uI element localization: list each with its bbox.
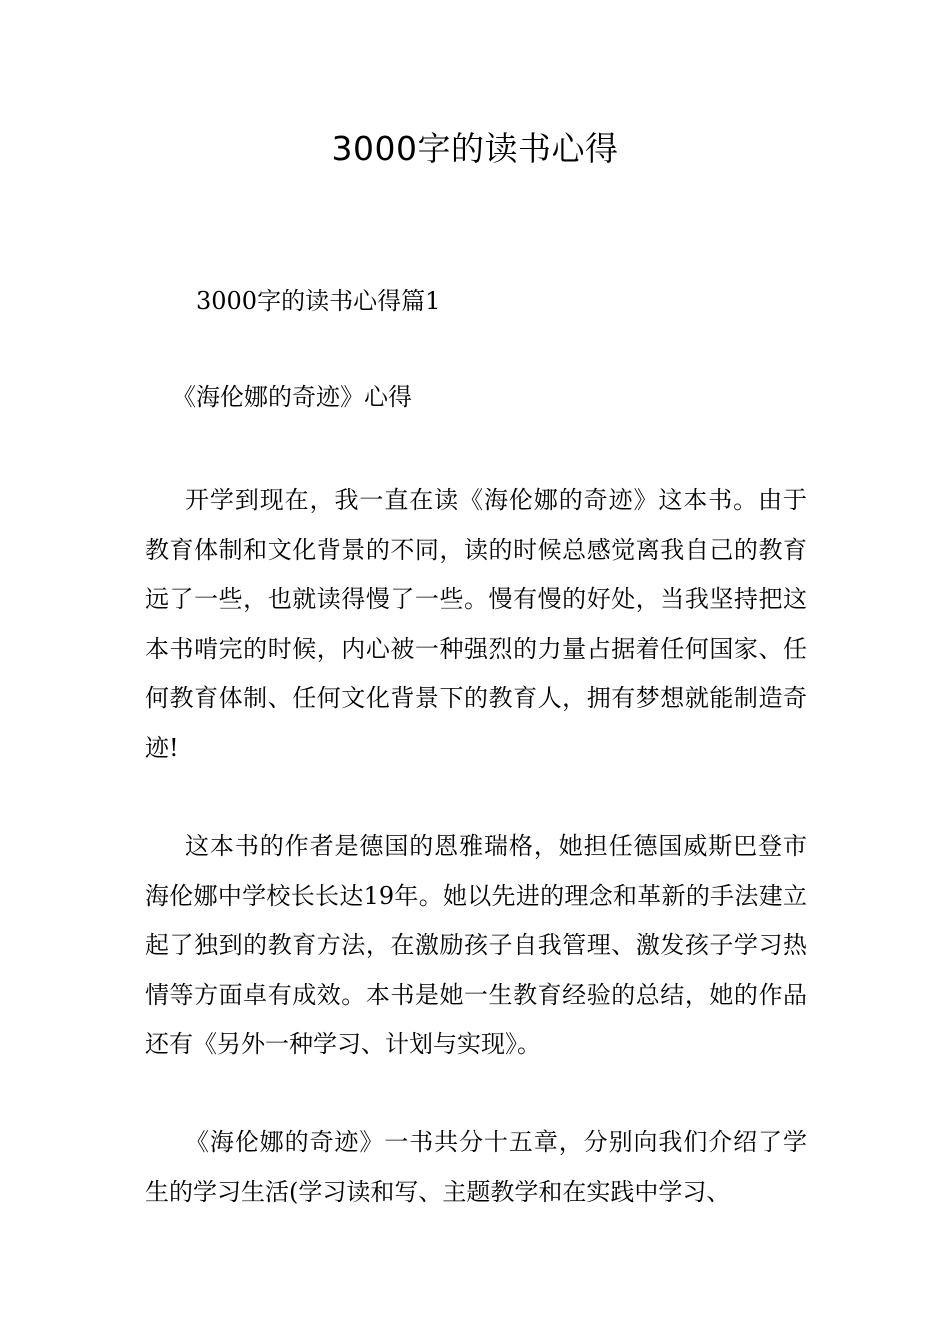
paragraph-1: 开学到现在，我一直在读《海伦娜的奇迹》这本书。由于教育体制和文化背景的不同，读的时候总感觉离我自己的教育远了一些，也就读得慢了一些。慢有慢的好处，当我坚持把这本书啃完的时候，内心被一种强烈的力量占据着任何国家、任何教育体制、任何文化背景下的教育人，拥有梦想就能制造奇迹!	[145, 486, 807, 762]
paragraph-2: 这本书的作者是德国的恩雅瑞格，她担任德国威斯巴登市海伦娜中学校长长达19年。她以先进的理念和革新的手法建立起了独到的教育方法，在激励孩子自我管理、激发孩子学习热情等方面卓有成效。本书是她一生教育经验的总结，她的作品还有《另外一种学习、计划与实现》。	[145, 832, 807, 1058]
book-heading: 《海伦娜的奇迹》心得	[172, 383, 412, 411]
paragraph-3: 《海伦娜的奇迹》一书共分十五章，分别向我们介绍了学生的学习生活(学习读和写、主题教学和在实践中学习、	[145, 1128, 807, 1206]
section-heading: 3000字的读书心得篇1	[196, 287, 441, 315]
document-title: 3000字的读书心得	[331, 129, 619, 168]
